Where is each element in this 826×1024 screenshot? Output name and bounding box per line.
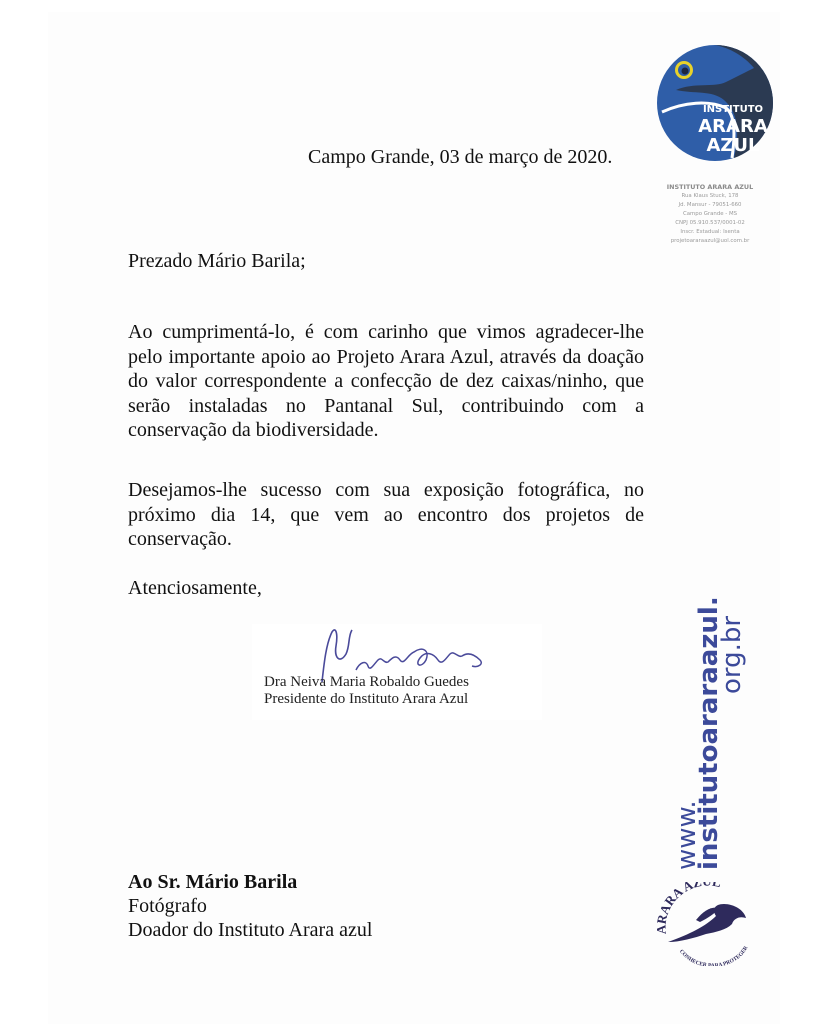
arara-azul-emblem	[654, 882, 758, 966]
signatory-title: Presidente do Instituto Arara Azul	[264, 691, 469, 707]
website-prefix: www.	[672, 800, 702, 870]
recipient-relation: Doador do Instituto Arara azul	[128, 919, 373, 941]
website-domain: institutoararaazul.	[694, 596, 724, 870]
website-tld: org.br	[717, 615, 747, 694]
address-email[interactable]: projetoararaazul@uol.com.br	[670, 238, 750, 244]
letter-paragraph: Desejamos-lhe sucesso com sua exposição fotográfica, no próximo dia 14, que vem ao encontro dos projetos de conservação.	[128, 479, 644, 550]
emblem-bottom-text: CONHECER P RA PROTEGER	[677, 945, 750, 966]
address-city: Campo Grande - MS	[682, 211, 738, 217]
address-district: Jd. Mansur - 79051-660	[678, 202, 742, 208]
letter-greeting: Prezado Mário Barila;	[128, 250, 306, 272]
address-inscription: Inscr. Estadual: Isenta	[680, 229, 740, 235]
logo-text-azul: AZUL	[706, 135, 760, 156]
recipient-name: Ao Sr. Mário Barila	[128, 871, 298, 893]
letterhead-address	[660, 183, 760, 246]
flying-macaw-emblem-icon	[654, 882, 758, 966]
recipient-role: Fotógrafo	[128, 895, 207, 917]
signature-block	[252, 624, 542, 720]
letter-closing: Atenciosamente,	[128, 577, 262, 599]
logo-text-arara: ARARA	[698, 116, 768, 137]
signatory-name: Dra Neiva Maria Robaldo Guedes	[264, 674, 469, 690]
recipient-block	[128, 870, 372, 942]
logo-text-instituto: INSTITUTO	[702, 104, 764, 115]
address-org: INSTITUTO ARARA AZUL	[666, 183, 754, 191]
svg-text:CONHECER PARA PROTEGER	[678, 944, 750, 966]
emblem-top-text: ARARA AZ	[654, 882, 704, 935]
letter-paragraph: Ao cumprimentá-lo, é com carinho que vimos agradecer-lhe pelo importante apoio ao Projeto Arara Azul, através da doação do valor correspondente a confecção de dez caixas/ninho, que serão instaladas no Pantanal Sul, contribuindo com a conservação da biodiversidade.	[128, 321, 644, 441]
letter-date: Campo Grande, 03 de março de 2020.	[308, 146, 613, 168]
instituto-arara-azul-logo	[654, 42, 776, 164]
address-street: Rua Klaus Stuck, 178	[681, 193, 739, 199]
address-cnpj: CNPJ 05.910.537/0001-02	[675, 220, 745, 226]
